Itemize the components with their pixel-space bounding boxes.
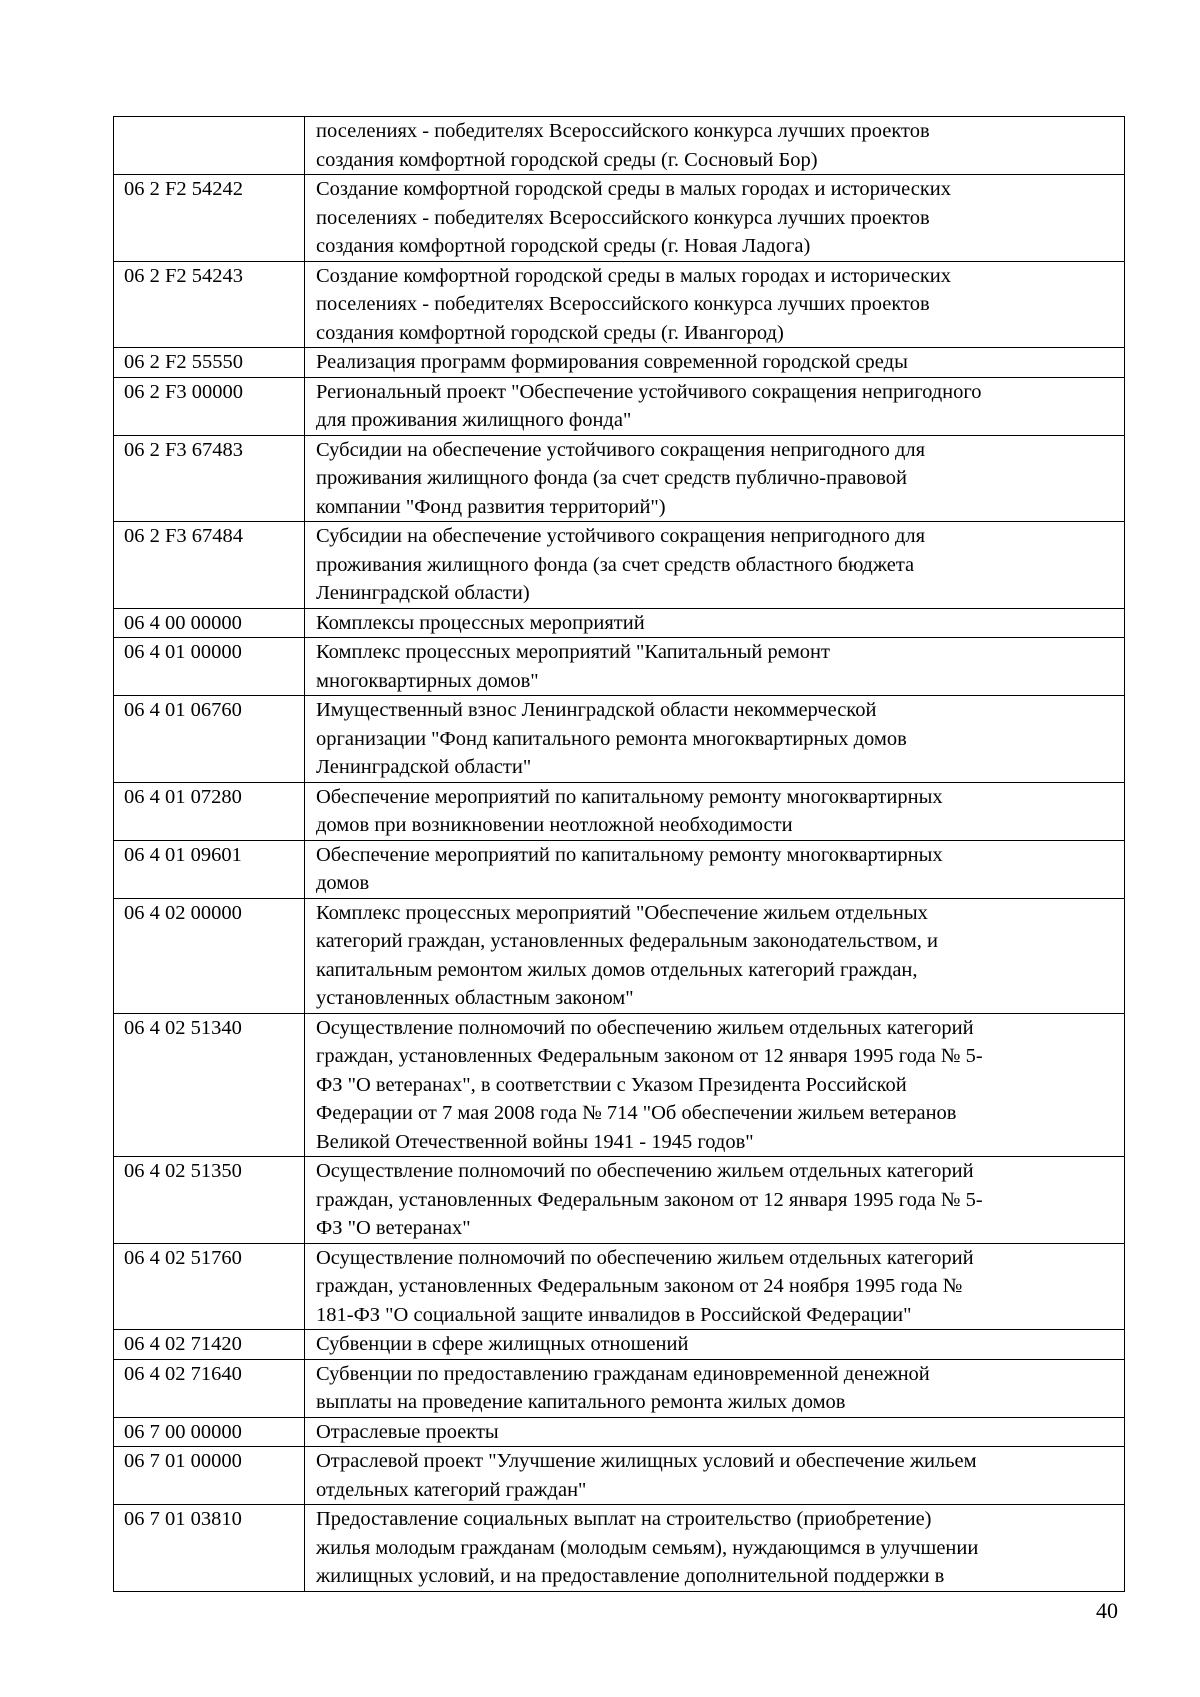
description-cell: [305, 522, 1125, 609]
description-cell: [305, 638, 1125, 696]
description-line: ФЗ "О ветеранах", в соответствии с Указом Президента Российской: [316, 1073, 907, 1096]
code-cell: 06 4 02 51350: [114, 1157, 305, 1244]
code-cell: 06 4 01 06760: [114, 696, 305, 783]
code-cell: 06 4 01 00000: [114, 638, 305, 696]
description-line: Создание комфортной городской среды в малых городах и исторических: [316, 264, 952, 287]
table-row: [114, 261, 1125, 348]
description-cell: [305, 840, 1125, 898]
code-cell: 06 4 02 71640: [114, 1359, 305, 1417]
description-line: поселениях - победителях Всероссийского конкурса лучших проектов: [316, 206, 930, 229]
code-cell: 06 7 01 03810: [114, 1505, 305, 1592]
code-cell: [114, 117, 305, 175]
code-cell: 06 4 02 51340: [114, 1013, 305, 1157]
description-line: компании "Фонд развития территорий"): [316, 495, 666, 518]
description-line: проживания жилищного фонда (за счет средств публично-правовой: [316, 467, 907, 489]
table-row: [114, 1157, 1125, 1244]
code-cell: 06 4 02 71420: [114, 1330, 305, 1360]
description-line: Субсидии на обеспечение устойчивого сокращения непригодного для: [316, 525, 926, 547]
description-line: выплаты на проведение капитального ремонта жилых домов: [316, 1391, 846, 1413]
description-line: Осуществление полномочий по обеспечению жильем отдельных категорий: [316, 1246, 974, 1269]
description-cell: [305, 1447, 1125, 1505]
code-cell: 06 4 01 07280: [114, 782, 305, 840]
table-row: [114, 696, 1125, 783]
description-line: граждан, установленных Федеральным законом от 12 января 1995 года № 5-: [316, 1188, 983, 1211]
code-cell: 06 7 01 00000: [114, 1447, 305, 1505]
description-cell: [305, 1157, 1125, 1244]
description-cell: [305, 1359, 1125, 1417]
description-line: проживания жилищного фонда (за счет средств областного бюджета: [316, 553, 915, 576]
description-cell: [305, 898, 1125, 1013]
table-row: [114, 638, 1125, 696]
description-line: Федерации от 7 мая 2008 года № 714 "Об обеспечении жильем ветеранов: [316, 1102, 957, 1124]
table-row: [114, 898, 1125, 1013]
description-line: категорий граждан, установленных федеральным законодательством, и: [316, 930, 938, 952]
description-line: Великой Отечественной войны 1941 - 1945 годов": [316, 1130, 754, 1153]
description-line: поселениях - победителях Всероссийского конкурса лучших проектов: [316, 120, 930, 142]
table-row: [114, 175, 1125, 262]
description-line: домов: [316, 872, 370, 894]
description-line: Имущественный взнос Ленинградской области некоммерческой: [316, 699, 877, 721]
table-row: [114, 117, 1125, 175]
description-line: создания комфортной городской среды (г. Ивангород): [316, 321, 784, 344]
description-line: Субсидии на обеспечение устойчивого сокращения непригодного для: [316, 438, 926, 461]
description-cell: [305, 1505, 1125, 1592]
description-line: Обеспечение мероприятий по капитальному ремонту многоквартирных: [316, 843, 943, 866]
description-line: создания комфортной городской среды (г. Новая Ладога): [316, 235, 811, 257]
description-cell: [305, 1243, 1125, 1330]
code-cell: 06 2 F2 54242: [114, 175, 305, 262]
description-line: Субвенции в сфере жилищных отношений: [316, 1333, 689, 1355]
description-line: Ленинградской области": [316, 756, 532, 778]
description-line: граждан, установленных Федеральным законом от 24 ноября 1995 года №: [316, 1275, 963, 1297]
table-body: [114, 117, 1125, 1592]
description-cell: [305, 261, 1125, 348]
description-cell: [305, 1417, 1125, 1447]
code-cell: 06 2 F3 00000: [114, 377, 305, 435]
table-row: [114, 1505, 1125, 1592]
description-cell: [305, 435, 1125, 522]
description-line: Создание комфортной городской среды в малых городах и исторических: [316, 178, 952, 200]
description-cell: [305, 1330, 1125, 1360]
description-line: граждан, установленных Федеральным законом от 12 января 1995 года № 5-: [316, 1045, 983, 1067]
budget-code-table: [113, 116, 1125, 1592]
table-row: [114, 522, 1125, 609]
description-line: ФЗ "О ветеранах": [316, 1217, 471, 1239]
code-cell: 06 2 F3 67483: [114, 435, 305, 522]
description-line: Отраслевой проект "Улучшение жилищных условий и обеспечение жильем: [316, 1450, 977, 1472]
table-row: [114, 1417, 1125, 1447]
description-line: Осуществление полномочий по обеспечению жильем отдельных категорий: [316, 1160, 974, 1182]
description-cell: [305, 377, 1125, 435]
code-cell: 06 4 01 09601: [114, 840, 305, 898]
description-line: Обеспечение мероприятий по капитальному ремонту многоквартирных: [316, 785, 943, 808]
description-line: поселениях - победителях Всероссийского конкурса лучших проектов: [316, 293, 930, 315]
description-line: Региональный проект "Обеспечение устойчивого сокращения непригодного: [316, 380, 982, 403]
code-cell: 06 2 F2 55550: [114, 348, 305, 378]
code-cell: 06 4 00 00000: [114, 608, 305, 638]
table-row: [114, 608, 1125, 638]
table-row: [114, 1359, 1125, 1417]
description-line: отдельных категорий граждан": [316, 1478, 587, 1501]
description-line: жилья молодым гражданам (молодым семьям), нуждающимся в улучшении: [316, 1536, 979, 1559]
description-line: капитальным ремонтом жилых домов отдельных категорий граждан,: [316, 958, 918, 981]
code-cell: 06 2 F2 54243: [114, 261, 305, 348]
description-cell: [305, 782, 1125, 840]
description-line: организации "Фонд капитального ремонта многоквартирных домов: [316, 727, 907, 750]
description-line: Комплекс процессных мероприятий "Обеспечение жильем отдельных: [316, 901, 928, 924]
description-cell: [305, 1013, 1125, 1157]
description-line: Осуществление полномочий по обеспечению жильем отдельных категорий: [316, 1016, 974, 1039]
page-number: 40: [1096, 1598, 1118, 1623]
description-line: 181-ФЗ "О социальной защите инвалидов в Российской Федерации": [316, 1303, 912, 1326]
description-line: установленных областным законом": [316, 987, 634, 1009]
code-cell: 06 7 00 00000: [114, 1417, 305, 1447]
table-row: [114, 377, 1125, 435]
description-line: жилищных условий, и на предоставление дополнительной поддержки в: [316, 1565, 945, 1587]
table-row: [114, 1243, 1125, 1330]
description-line: Отраслевые проекты: [316, 1420, 499, 1443]
description-line: Предоставление социальных выплат на строительство (приобретение): [316, 1508, 932, 1530]
table-row: [114, 1013, 1125, 1157]
code-cell: 06 4 02 51760: [114, 1243, 305, 1330]
description-cell: [305, 117, 1125, 175]
description-cell: [305, 348, 1125, 378]
description-line: для проживания жилищного фонда": [316, 409, 632, 431]
description-line: Комплекс процессных мероприятий "Капитальный ремонт: [316, 641, 830, 663]
description-line: Субвенции по предоставлению гражданам единовременной денежной: [316, 1362, 930, 1385]
description-line: создания комфортной городской среды (г. Сосновый Бор): [316, 148, 818, 171]
table-row: [114, 782, 1125, 840]
table-row: [114, 435, 1125, 522]
description-cell: [305, 175, 1125, 262]
description-cell: [305, 608, 1125, 638]
description-line: многоквартирных домов": [316, 669, 539, 692]
table-row: [114, 348, 1125, 378]
description-line: Комплексы процессных мероприятий: [316, 611, 645, 634]
description-cell: [305, 696, 1125, 783]
table-row: [114, 1330, 1125, 1360]
code-cell: 06 4 02 00000: [114, 898, 305, 1013]
description-line: Реализация программ формирования современной городской среды: [316, 351, 908, 373]
code-cell: 06 2 F3 67484: [114, 522, 305, 609]
table-row: [114, 840, 1125, 898]
table-row: [114, 1447, 1125, 1505]
description-line: домов при возникновении неотложной необходимости: [316, 814, 793, 836]
description-line: Ленинградской области): [316, 582, 530, 604]
